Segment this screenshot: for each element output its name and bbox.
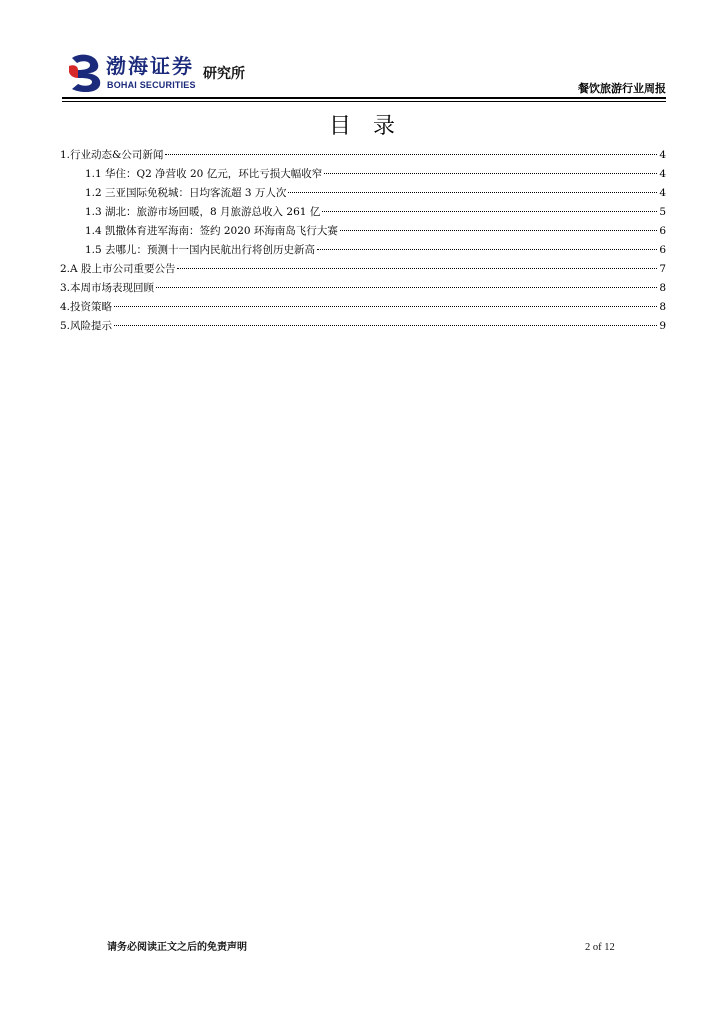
toc-leader-dots — [177, 268, 657, 269]
toc-leader-dots — [322, 211, 657, 212]
toc-entry-page: 6 — [659, 225, 666, 237]
toc-entry-text: 1.1 华住：Q2 净营收 20 亿元，环比亏损大幅收窄 — [85, 168, 323, 180]
toc-leader-dots — [340, 230, 657, 231]
toc-entry-text: 4.投资策略 — [60, 301, 113, 313]
toc-leader-dots — [324, 173, 657, 174]
toc-entry-text: 1.3 湖北：旅游市场回暖，8 月旅游总收入 261 亿 — [85, 206, 321, 218]
toc-entry-page: 4 — [659, 149, 666, 161]
toc-leader-dots — [156, 287, 657, 288]
toc-entry-page: 4 — [659, 187, 666, 199]
toc-entry-text: 5.风险提示 — [60, 320, 113, 332]
toc-entry[interactable] — [60, 222, 666, 241]
toc-leader-dots — [114, 325, 657, 326]
toc-entry-page: 7 — [659, 263, 666, 275]
toc-entry-page: 8 — [659, 282, 666, 294]
toc-title: 目录 — [328, 114, 417, 139]
page-number: 2 of 12 — [585, 942, 615, 953]
toc-entry[interactable] — [60, 241, 666, 260]
report-type-label: 餐饮旅游行业周报 — [578, 82, 666, 95]
toc-entry[interactable] — [60, 260, 666, 279]
toc-entry-page: 9 — [659, 320, 666, 332]
toc-entry-text: 3.本周市场表现回顾 — [60, 282, 155, 294]
toc-entry[interactable] — [60, 279, 666, 298]
toc-entry[interactable] — [60, 317, 666, 336]
toc-entry-text: 1.5 去哪儿：预测十一国内民航出行将创历史新高 — [85, 244, 316, 256]
header-divider-thin — [62, 101, 666, 102]
bohai-logo-icon — [66, 52, 106, 94]
toc-entry-page: 5 — [659, 206, 666, 218]
header-divider — [62, 97, 666, 99]
toc-entry[interactable] — [60, 146, 666, 165]
toc-entry-text: 1.4 凯撒体育进军海南：签约 2020 环海南岛飞行大赛 — [85, 225, 338, 237]
toc-entry-text: 2.A 股上市公司重要公告 — [60, 263, 176, 275]
toc-leader-dots — [165, 154, 657, 155]
toc-entry[interactable] — [60, 184, 666, 203]
table-of-contents — [60, 146, 666, 336]
toc-entry[interactable] — [60, 298, 666, 317]
institute-label: 研究所 — [203, 66, 245, 82]
toc-leader-dots — [317, 249, 657, 250]
toc-entry-text: 1.2 三亚国际免税城：日均客流超 3 万人次 — [85, 187, 287, 199]
toc-entry[interactable] — [60, 203, 666, 222]
toc-leader-dots — [114, 306, 657, 307]
toc-entry-text: 1.行业动态&公司新闻 — [60, 149, 164, 161]
logo-english-name: BOHAI SECURITIES — [107, 80, 196, 90]
toc-entry-page: 4 — [659, 168, 666, 180]
toc-entry-page: 8 — [659, 301, 666, 313]
logo-chinese-name: 渤海证券 — [106, 54, 194, 78]
page-header — [0, 0, 724, 105]
footer-disclaimer: 请务必阅读正文之后的免责声明 — [107, 942, 247, 953]
toc-entry[interactable] — [60, 165, 666, 184]
toc-entry-page: 6 — [659, 244, 666, 256]
toc-leader-dots — [288, 192, 657, 193]
